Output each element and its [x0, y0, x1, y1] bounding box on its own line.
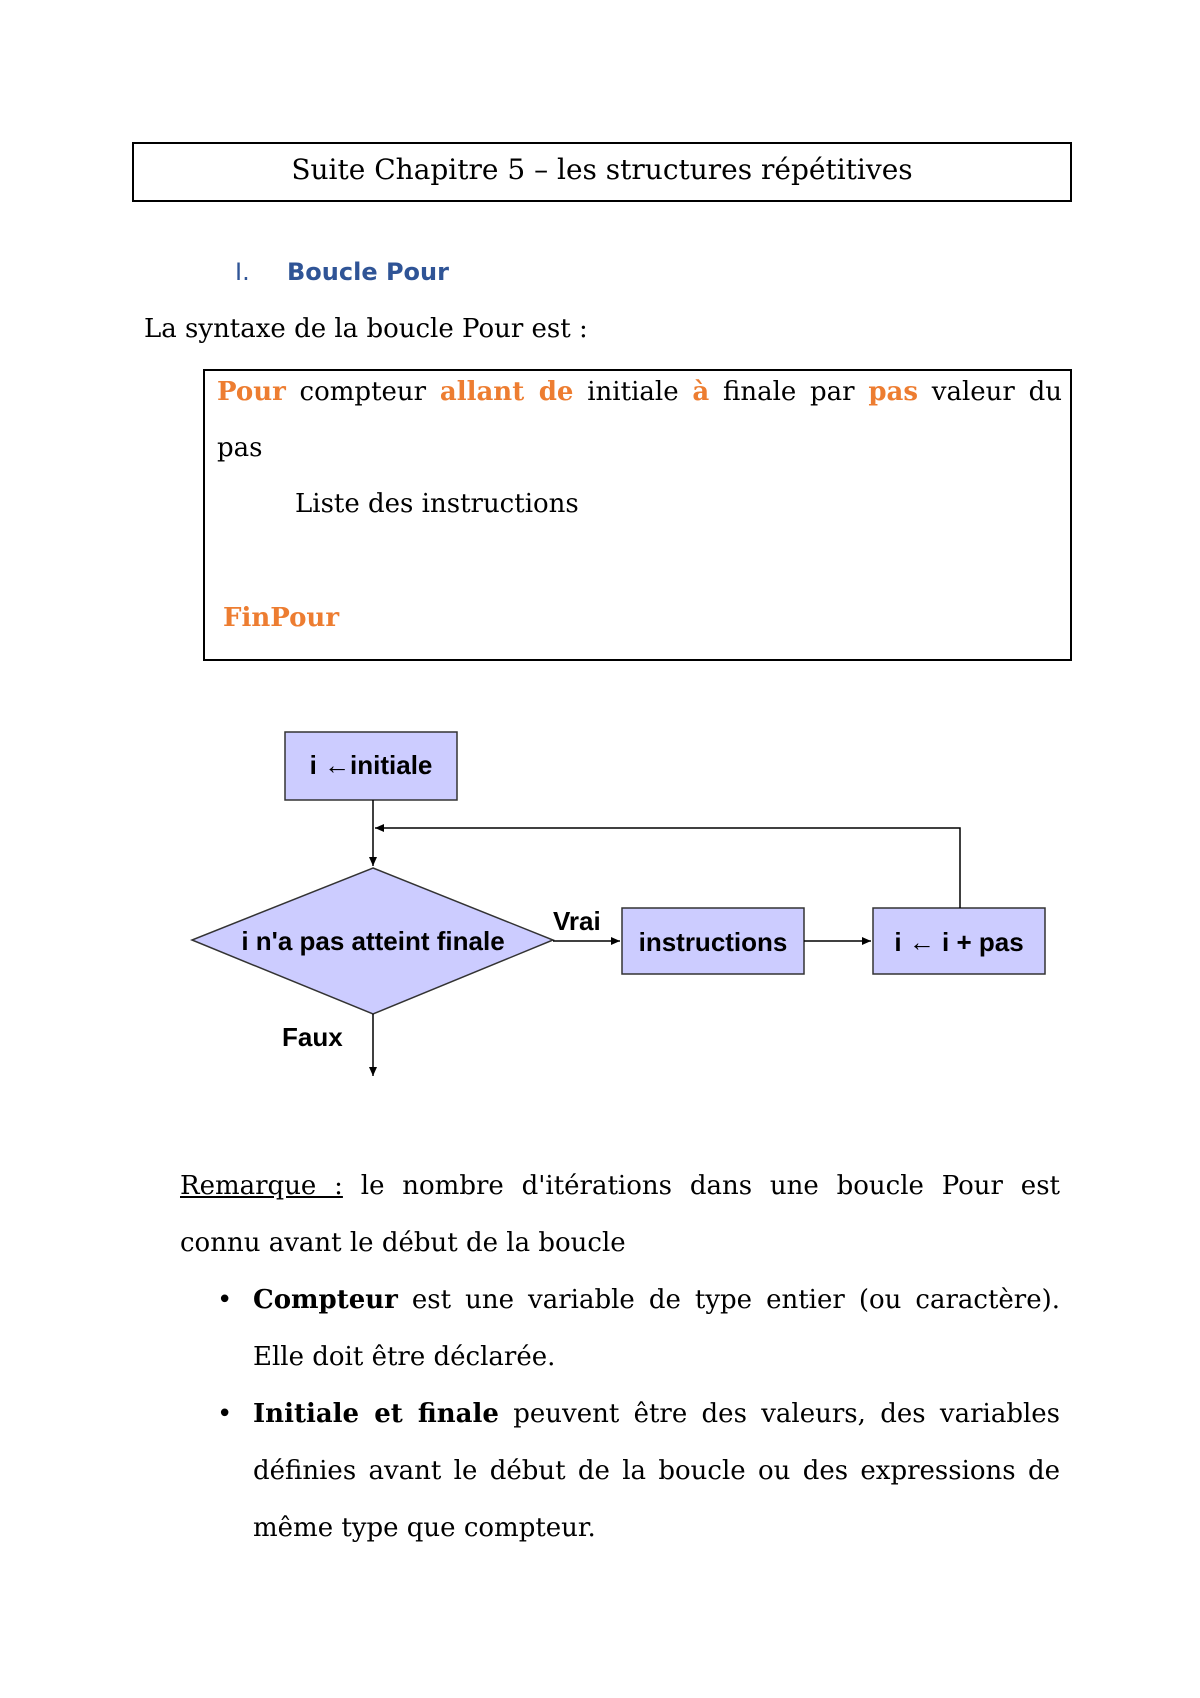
- syntax-line-2: pas: [217, 433, 263, 463]
- condition-label: i n'a pas atteint finale: [241, 926, 505, 956]
- bullet-icon: •: [217, 1399, 233, 1429]
- init-label: i ←initiale: [309, 750, 433, 780]
- syntax-body: Liste des instructions: [295, 489, 579, 519]
- true-label: Vrai: [553, 906, 601, 936]
- syntax-box: [203, 369, 1072, 661]
- syntax-intro: La syntaxe de la boucle Pour est :: [144, 314, 588, 344]
- text-initiale: initiale: [573, 377, 693, 407]
- keyword-allant-de: allant de: [439, 377, 574, 407]
- increment-label: i ← i + pas: [894, 927, 1024, 957]
- keyword-a: à: [692, 377, 710, 407]
- keyword-pour: Pour: [217, 377, 286, 407]
- bullet-text: est une variable de type entier (ou caractère). Elle doit être déclarée.: [253, 1285, 1060, 1372]
- section-heading: [235, 258, 449, 286]
- keyword-pas: pas: [868, 377, 919, 407]
- instructions-label: instructions: [638, 927, 788, 957]
- bullet-text: peuvent être des valeurs, des variables définies avant le début de la boucle ou des expressions de même type que compteur.: [253, 1399, 1061, 1543]
- bullet-term: Initiale et finale: [253, 1399, 499, 1429]
- remark-text: le nombre d'itérations dans une boucle Pour est connu avant le début de la boucle: [180, 1171, 1060, 1258]
- list-item: [180, 1272, 1060, 1386]
- bullet-term: Compteur: [253, 1285, 398, 1315]
- text-compteur: compteur: [285, 377, 440, 407]
- flowchart: [0, 700, 1200, 1080]
- keyword-finpour: FinPour: [223, 603, 340, 633]
- chapter-title: Suite Chapitre 5 – les structures répétitives: [132, 142, 1072, 202]
- syntax-line-1: [217, 377, 1062, 407]
- loop-back-arrow: [375, 828, 960, 908]
- section-number: I.: [235, 258, 250, 286]
- text-valeur-du: valeur du: [918, 377, 1063, 407]
- bullet-list: [180, 1272, 1060, 1557]
- text-finale-par: finale par: [709, 377, 869, 407]
- remark-label: Remarque :: [180, 1171, 343, 1201]
- list-item: [180, 1386, 1060, 1557]
- bullet-icon: •: [217, 1285, 233, 1315]
- remark-paragraph: [180, 1158, 1060, 1272]
- section-title: Boucle Pour: [287, 258, 449, 286]
- false-label: Faux: [282, 1022, 343, 1052]
